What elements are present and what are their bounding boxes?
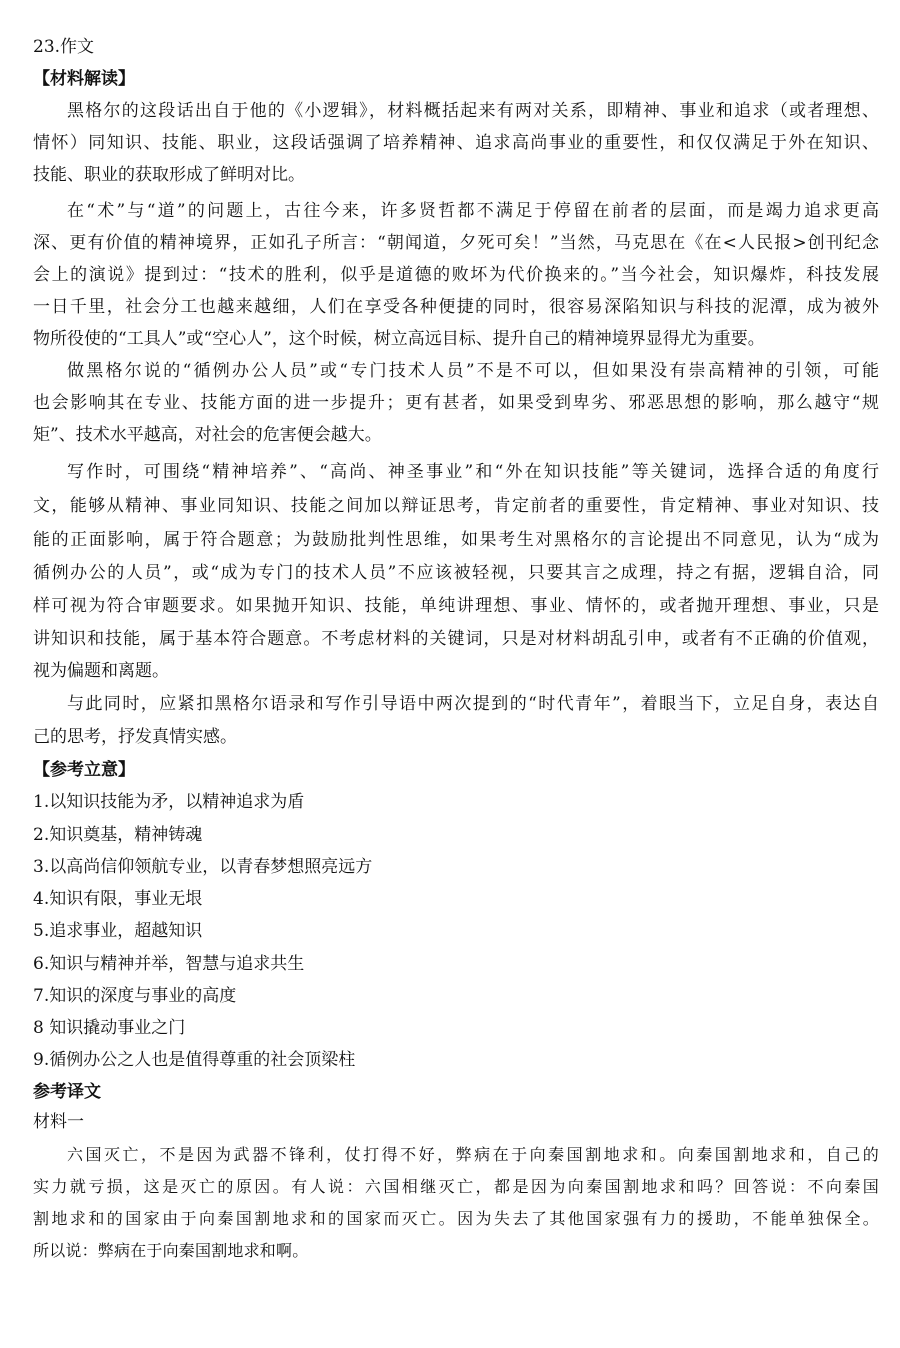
idea-item: 1.以知识技能为矛，以精神追求为盾 [33, 792, 305, 812]
paragraph-line: 文，能够从精神、事业同知识、技能之间加以辩证思考，肯定前者的重要性，肯定精神、事业对知识、技 [33, 496, 879, 516]
idea-item: 2.知识奠基，精神铸魂 [33, 825, 203, 845]
question-title: 23.作文 [33, 37, 95, 57]
paragraph-line: 与此同时，应紧扣黑格尔语录和写作引导语中两次提到的“时代青年”，着眼当下，立足自身，表达自 [67, 694, 879, 714]
paragraph-line: 技能、职业的获取形成了鲜明对比。 [33, 165, 305, 185]
idea-item: 7.知识的深度与事业的高度 [33, 986, 237, 1006]
paragraph-line: 一日千里，社会分工也越来越细，人们在享受各种便捷的同时，很容易深陷知识与科技的泥潭，成为被外 [33, 297, 879, 317]
paragraph-line: 黑格尔的这段话出自于他的《小逻辑》，材料概括起来有两对关系，即精神、事业和追求（或者理想、 [67, 101, 879, 121]
paragraph-line: 样可视为符合审题要求。如果抛开知识、技能，单纯讲理想、事业、情怀的，或者抛开理想、事业，只是 [33, 596, 879, 616]
paragraph-line: 视为偏题和离题。 [33, 661, 169, 681]
translation-line: 实力就亏损，这是灭亡的原因。有人说：六国相继灭亡，都是因为向秦国割地求和吗？回答说：不向秦国 [33, 1177, 879, 1196]
idea-item: 8 知识撬动事业之门 [33, 1018, 186, 1038]
translation-line: 六国灭亡，不是因为武器不锋利，仗打得不好，弊病在于向秦国割地求和。向秦国割地求和，自己的 [67, 1145, 879, 1164]
paragraph-line: 物所役使的“工具人”或“空心人”，这个时候，树立高远目标、提升自己的精神境界显得尤为重要。 [33, 329, 765, 349]
paragraph-line: 也会影响其在专业、技能方面的进一步提升；更有甚者，如果受到卑劣、邪恶思想的影响，那么越守“规 [33, 393, 879, 413]
translation-line: 割地求和的国家由于向秦国割地求和的国家而灭亡。因为失去了其他国家强有力的援助，不能单独保全。 [33, 1209, 879, 1228]
section-heading-ideas: 【参考立意】 [33, 760, 135, 780]
paragraph-line: 讲知识和技能，属于基本符合题意。不考虑材料的关键词，只是对材料胡乱引申，或者有不正确的价值观， [33, 629, 879, 649]
section-heading-material: 【材料解读】 [33, 69, 135, 89]
idea-item: 4.知识有限，事业无垠 [33, 889, 203, 909]
idea-item: 9.循例办公之人也是值得尊重的社会顶梁柱 [33, 1050, 356, 1070]
idea-item: 3.以高尚信仰领航专业，以青春梦想照亮远方 [33, 857, 373, 877]
paragraph-line: 矩”、技术水平越高，对社会的危害便会越大。 [33, 425, 382, 445]
paragraph-line: 循例办公的人员”，或“成为专门的技术人员”不应该被轻视，只要其言之成理，持之有据，逻辑自洽，同 [33, 563, 879, 583]
paragraph-line: 会上的演说》提到过：“技术的胜利，似乎是道德的败坏为代价换来的。”当今社会，知识爆炸，科技发展 [33, 265, 879, 285]
translation-line: 所以说：弊病在于向秦国割地求和啊。 [33, 1241, 309, 1260]
paragraph-line: 做黑格尔说的“循例办公人员”或“专门技术人员”不是不可以，但如果没有崇高精神的引领，可能 [67, 361, 879, 381]
paragraph-line: 写作时，可围绕“精神培养”、“高尚、神圣事业”和“外在知识技能”等关键词，选择合适的角度行 [67, 462, 879, 482]
paragraph-line: 在“术”与“道”的问题上，古往今来，许多贤哲都不满足于停留在前者的层面，而是竭力追求更高 [67, 201, 879, 221]
idea-item: 6.知识与精神并举，智慧与追求共生 [33, 954, 305, 974]
idea-item: 5.追求事业，超越知识 [33, 921, 203, 941]
translation-subheading: 材料一 [33, 1112, 84, 1132]
section-heading-translation: 参考译文 [33, 1082, 101, 1102]
paragraph-line: 深、更有价值的精神境界，正如孔子所言：“朝闻道，夕死可矣！”当然，马克思在《在<人民报>创刊纪念 [33, 233, 879, 253]
paragraph-line: 己的思考，抒发真情实感。 [33, 727, 237, 747]
paragraph-line: 能的正面影响，属于符合题意；为鼓励批判性思维，如果考生对黑格尔的言论提出不同意见，认为“成为 [33, 530, 879, 550]
paragraph-line: 情怀）同知识、技能、职业，这段话强调了培养精神、追求高尚事业的重要性，和仅仅满足于外在知识、 [33, 133, 879, 153]
